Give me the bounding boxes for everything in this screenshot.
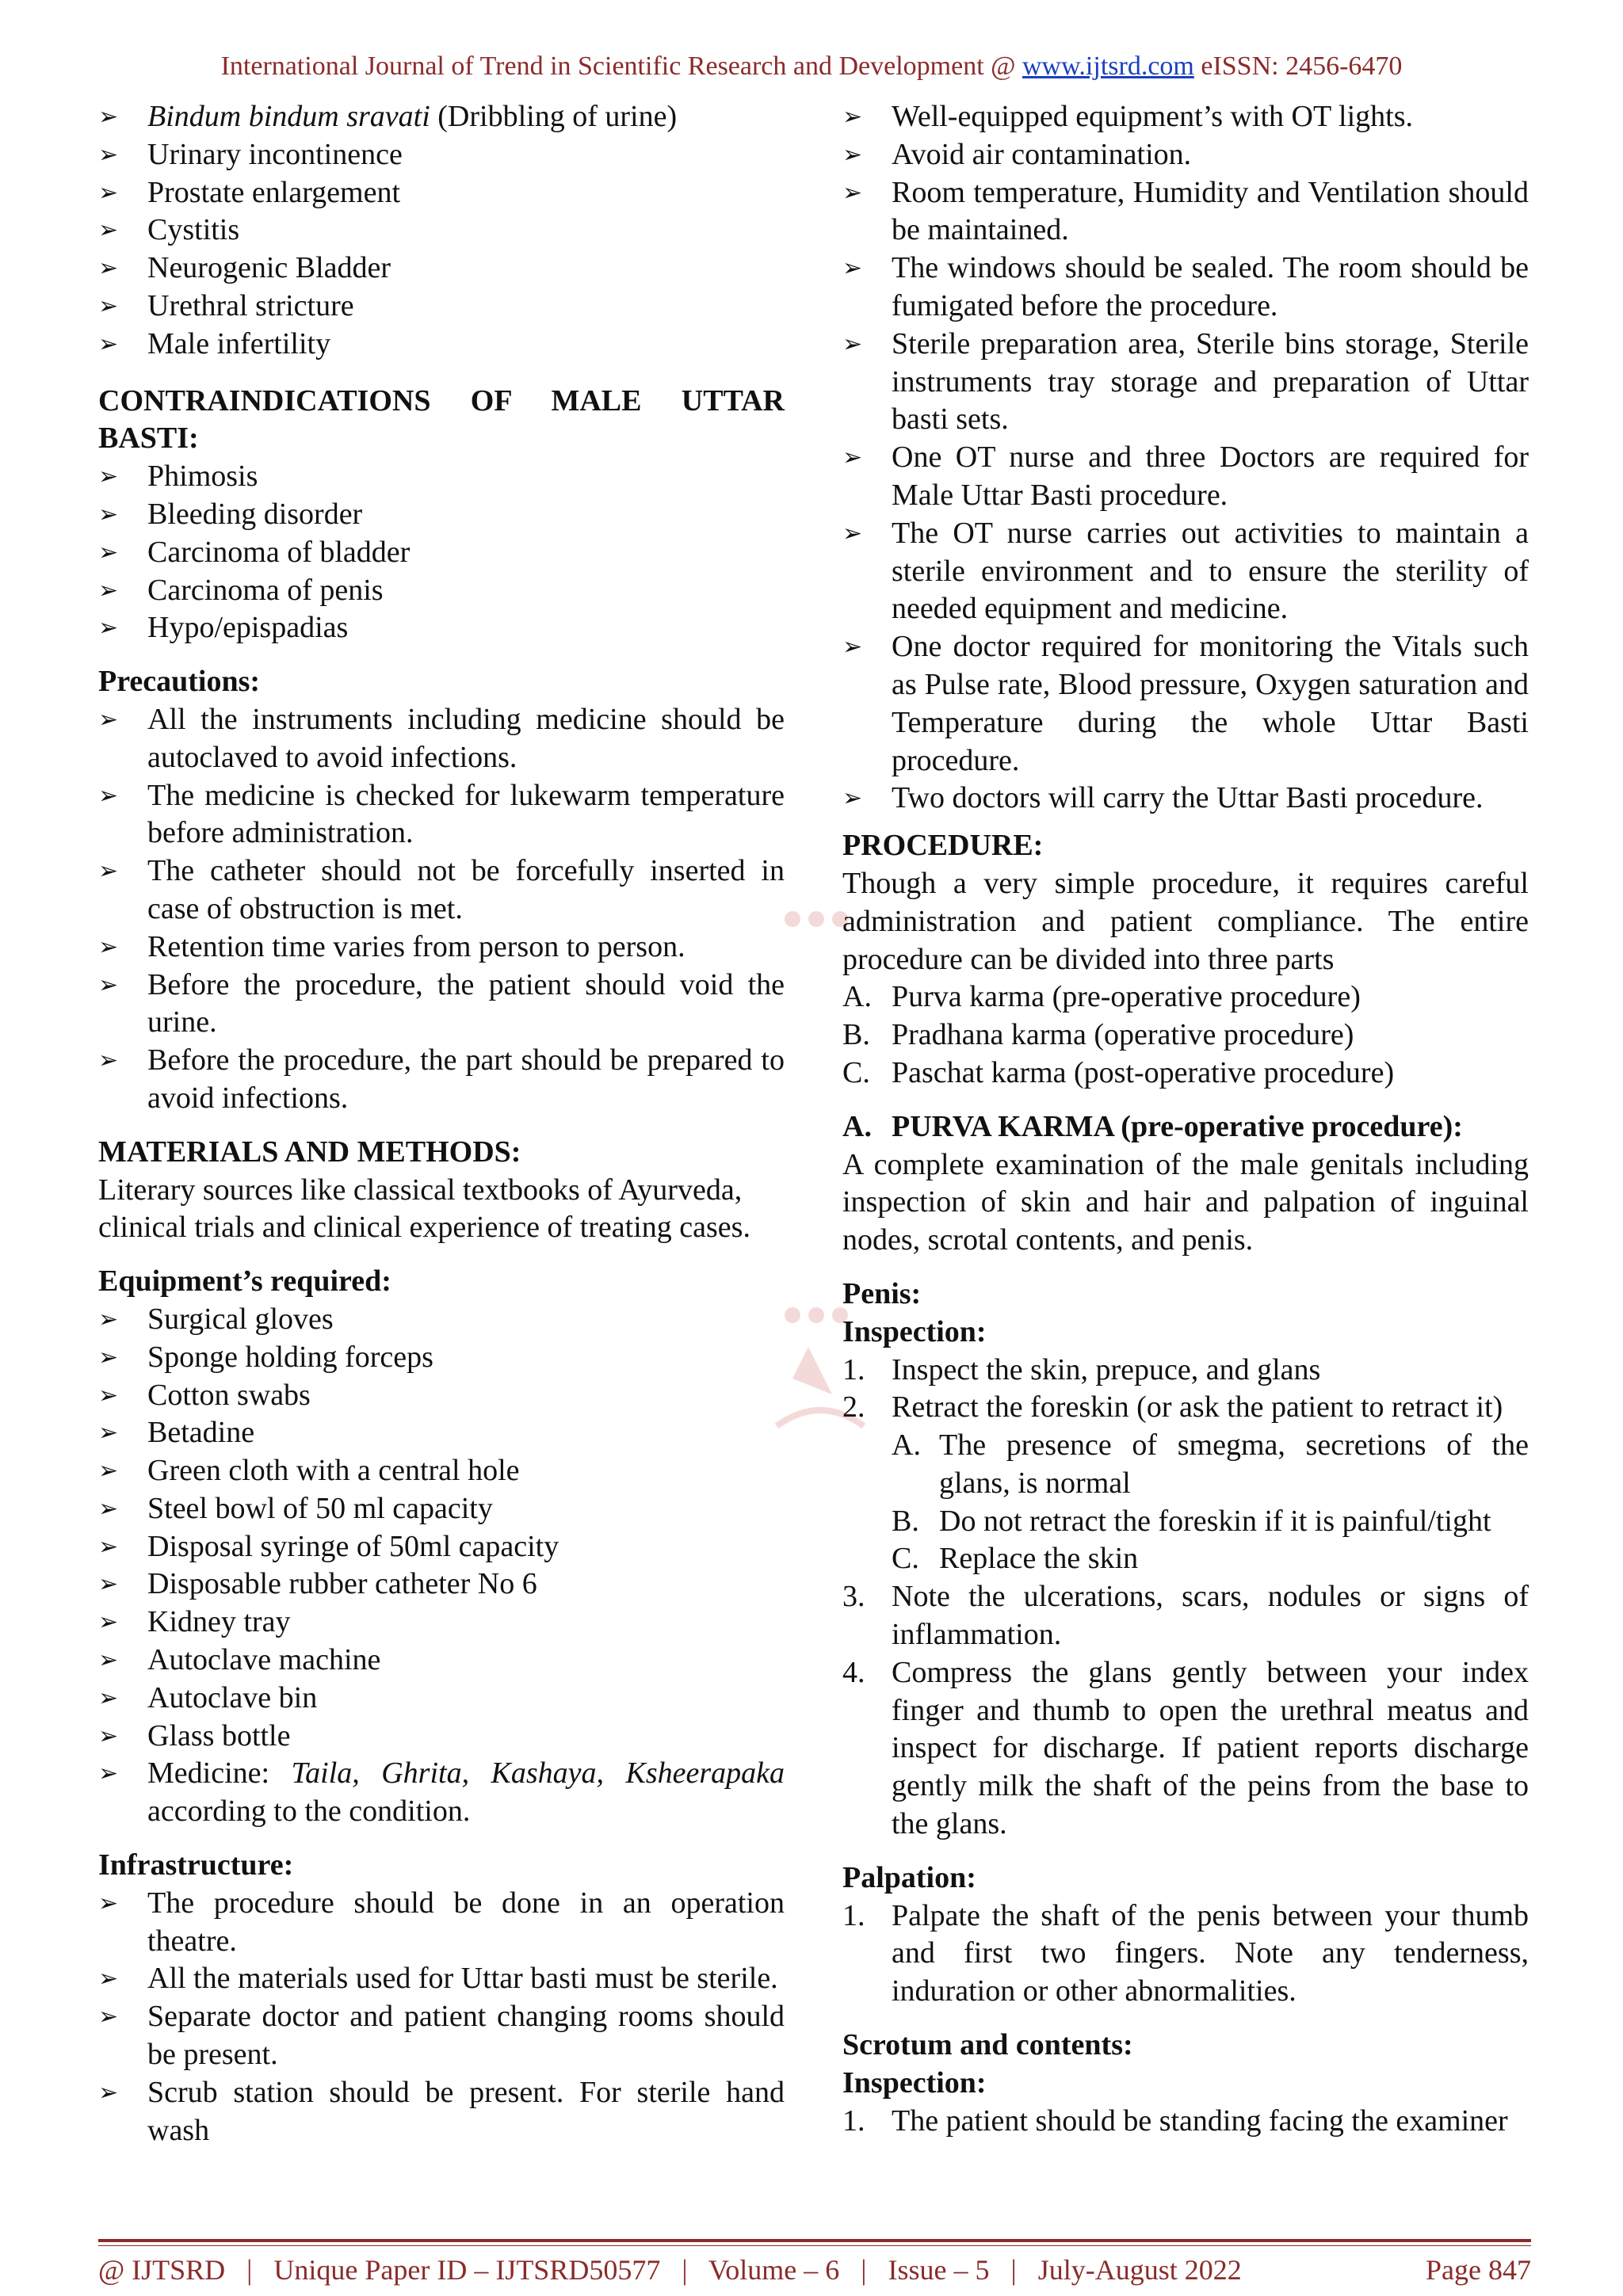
footer-journal: @ IJTSRD xyxy=(98,2254,226,2286)
contraindication-item: ➢ Bleeding disorder xyxy=(98,496,785,534)
footer-date: July-August 2022 xyxy=(1037,2254,1242,2286)
left-column xyxy=(98,98,785,2149)
procedure-part: B. Pradhana karma (operative procedure) xyxy=(842,1018,1354,1052)
inspection-step: 2. Retract the foreskin (or ask the patient to retract it) xyxy=(842,1390,1503,1425)
infrastructure-item: ➢ All the materials used for Uttar basti must be sterile. xyxy=(98,1960,785,1998)
inspection-substep: A. The presence of smegma, secretions of the glans, is normal xyxy=(892,1428,1529,1500)
header-issn: eISSN: 2456-6470 xyxy=(1193,51,1403,81)
equipment-item: ➢ Betadine xyxy=(98,1414,785,1452)
procedure-part: A. Purva karma (pre-operative procedure) xyxy=(842,980,1361,1014)
penis-heading: Penis: xyxy=(842,1276,922,1310)
right-column xyxy=(842,98,1529,2140)
precaution-item: ➢ All the instruments including medicine should be autoclaved to avoid infections. xyxy=(98,701,785,777)
equipment-item: ➢ Disposal syringe of 50ml capacity xyxy=(98,1528,785,1566)
precaution-item: ➢ The medicine is checked for lukewarm temperature before administration. xyxy=(98,777,785,853)
contraindication-item: ➢ Carcinoma of bladder xyxy=(98,534,785,572)
inspection-substep: C. Replace the skin xyxy=(892,1542,1139,1576)
header-prefix: International Journal of Trend in Scientific Research and Development @ xyxy=(220,51,1022,81)
contraindication-item: ➢ Carcinoma of penis xyxy=(98,572,785,610)
indication-item: ➢ Prostate enlargement xyxy=(98,174,785,212)
inspection-step: 1. Inspect the skin, prepuce, and glans xyxy=(842,1352,1321,1386)
footer-volume: Volume – 6 xyxy=(708,2254,840,2286)
palpation-heading: Palpation: xyxy=(842,1860,976,1894)
equipment-item: ➢ Sponge holding forceps xyxy=(98,1339,785,1377)
equipment-item: ➢ Kidney tray xyxy=(98,1604,785,1642)
contraindications-heading: CONTRAINDICATIONS OF MALE UTTAR BASTI: xyxy=(98,383,785,456)
precaution-item: ➢ Retention time varies from person to person. xyxy=(98,929,785,967)
equipment-item: ➢ Steel bowl of 50 ml capacity xyxy=(98,1490,785,1528)
purva-karma-heading: A. PURVA KARMA (pre-operative procedure): xyxy=(842,1109,1463,1143)
indication-item: ➢ Bindum bindum sravati (Dribbling of urine) xyxy=(98,98,785,136)
equipment-item-medicine: ➢ Medicine: Taila, Ghrita, Kashaya, Ksheerapaka according to the condition. xyxy=(98,1755,785,1831)
scrotum-inspection-heading: Inspection: xyxy=(842,2065,987,2100)
scrotum-inspection-step: 1. The patient should be standing facing the examiner xyxy=(842,2103,1508,2138)
inspection-substep: B. Do not retract the foreskin if it is painful/tight xyxy=(892,1504,1491,1538)
indication-item: ➢ Urethral stricture xyxy=(98,288,785,326)
indication-item: ➢ Neurogenic Bladder xyxy=(98,250,785,288)
equipment-item: ➢ Glass bottle xyxy=(98,1718,785,1756)
indication-item: ➢ Male infertility xyxy=(98,326,785,364)
infrastructure-item: ➢ Separate doctor and patient changing rooms should be present. xyxy=(98,1998,785,2074)
infrastructure-item: ➢ The windows should be sealed. The room should be fumigated before the procedure. xyxy=(842,250,1529,326)
infrastructure-item: ➢ One doctor required for monitoring the Vitals such as Pulse rate, Blood pressure, Oxygen saturation and Temperature during the whole Uttar Basti procedure. xyxy=(842,628,1529,780)
precaution-item: ➢ The catheter should not be forcefully inserted in case of obstruction is met. xyxy=(98,852,785,929)
penis-inspection-heading: Inspection: xyxy=(842,1314,987,1348)
inspection-step: 4. Compress the glans gently between your index finger and thumb to open the urethral meatus and inspect for discharge. If patient reports discharge gently milk the shaft of the peins from the base to the glans. xyxy=(842,1655,1529,1841)
infrastructure-item: ➢ Well-equipped equipment’s with OT lights. xyxy=(842,98,1529,136)
equipment-item: ➢ Disposable rubber catheter No 6 xyxy=(98,1566,785,1604)
equipment-item: ➢ Surgical gloves xyxy=(98,1301,785,1339)
indication-item: ➢ Urinary incontinence xyxy=(98,136,785,174)
precautions-heading: Precautions: xyxy=(98,665,261,699)
procedure-heading: PROCEDURE: xyxy=(842,829,1044,863)
footer-rule xyxy=(98,2239,1531,2242)
purva-karma-text: A complete examination of the male genitals including inspection of skin and hair and palpation of inguinal nodes, scrotal contents, and penis. xyxy=(842,1147,1529,1257)
materials-methods-text: Literary sources like classical textbooks of Ayurveda, clinical trials and clinical experience of treating cases. xyxy=(98,1173,750,1245)
page-number: Page 847 xyxy=(1426,2254,1531,2286)
materials-methods-heading: MATERIALS AND METHODS: xyxy=(98,1135,521,1169)
infrastructure-item: ➢ Room temperature, Humidity and Ventilation should be maintained. xyxy=(842,174,1529,250)
equipment-item: ➢ Cotton swabs xyxy=(98,1377,785,1415)
footer-paper-id: Unique Paper ID – IJTSRD50577 xyxy=(273,2254,661,2286)
infrastructure-item: ➢ Scrub station should be present. For sterile hand wash xyxy=(98,2074,785,2150)
contraindication-item: ➢ Phimosis xyxy=(98,458,785,496)
journal-website-link[interactable]: www.ijtsrd.com xyxy=(1022,51,1194,81)
footer-issue: Issue – 5 xyxy=(888,2254,990,2286)
infrastructure-item: ➢ The OT nurse carries out activities to maintain a sterile environment and to ensure the sterility of needed equipment and medicine. xyxy=(842,515,1529,628)
equipment-item: ➢ Autoclave bin xyxy=(98,1680,785,1718)
footer-separator: | xyxy=(1010,2254,1017,2286)
infrastructure-item: ➢ The procedure should be done in an operation theatre. xyxy=(98,1885,785,1961)
scrotum-heading: Scrotum and contents: xyxy=(842,2028,1133,2062)
footer-separator: | xyxy=(246,2254,253,2286)
procedure-text: Though a very simple procedure, it requires careful administration and patient compliance. The entire procedure can be divided into three parts xyxy=(842,866,1529,976)
precaution-item: ➢ Before the procedure, the part should be prepared to avoid infections. xyxy=(98,1042,785,1118)
precaution-item: ➢ Before the procedure, the patient should void the urine. xyxy=(98,967,785,1043)
running-header xyxy=(0,49,1623,84)
footer-rule-thin xyxy=(98,2245,1531,2246)
infrastructure-item: ➢ One OT nurse and three Doctors are required for Male Uttar Basti procedure. xyxy=(842,439,1529,515)
procedure-part: C. Paschat karma (post-operative procedure) xyxy=(842,1055,1395,1089)
palpation-step: 1. Palpate the shaft of the penis between your thumb and first two fingers. Note any tenderness, induration or other abnormalities. xyxy=(842,1898,1529,2008)
indication-item: ➢ Cystitis xyxy=(98,212,785,250)
equipment-item: ➢ Autoclave machine xyxy=(98,1642,785,1680)
infrastructure-item: ➢ Avoid air contamination. xyxy=(842,136,1529,174)
equipment-item: ➢ Green cloth with a central hole xyxy=(98,1452,785,1490)
running-footer xyxy=(98,2250,1531,2290)
contraindication-item: ➢ Hypo/epispadias xyxy=(98,609,785,647)
infrastructure-item: ➢ Sterile preparation area, Sterile bins storage, Sterile instruments tray storage and preparation of Uttar basti sets. xyxy=(842,326,1529,439)
equipment-heading: Equipment’s required: xyxy=(98,1264,391,1299)
infrastructure-item: ➢ Two doctors will carry the Uttar Basti procedure. xyxy=(842,780,1529,818)
infrastructure-heading: Infrastructure: xyxy=(98,1848,294,1882)
inspection-step: 3. Note the ulcerations, scars, nodules or signs of inflammation. xyxy=(842,1580,1529,1652)
footer-separator: | xyxy=(861,2254,867,2286)
footer-separator: | xyxy=(682,2254,688,2286)
